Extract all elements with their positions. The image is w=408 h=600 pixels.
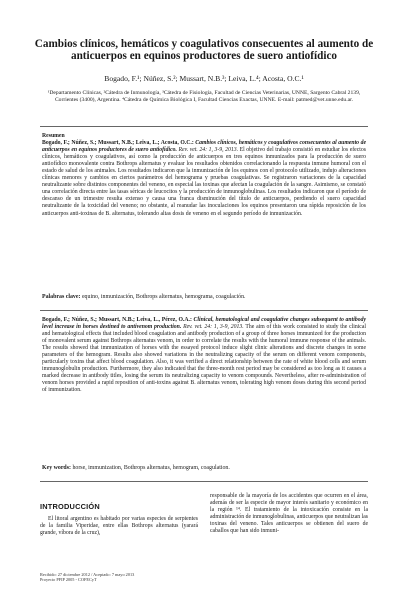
abstract-keywords-text: horse, immunization, Bothrops alternatus, hemogram, coagulation. — [72, 465, 230, 471]
resumen-body: El objetivo del trabajo consistió en estudiar los efectos clínicos, hemáticos y coagulativos, así como la producción de anticuerpos en tres equinos inmunizados para la producción de suero antiofídico monovalente contra Bothrops alternatus y evaluar los resultados obtenidos correlacionando la respuesta inmune humoral con el estado de salud de los animales. Los resultados indicaron que la inmunización de los equinos con el protocolo utilizado, indujo alteraciones clínicas menores y cambios en ciertos parámetros del hemograma y pruebas coagulativas. Se registraron variaciones de la capacidad neutralizante sobre distintos componentes del veneno, en especial las toxinas que afectan la coagulación de la sangre. Asimismo, se constató una correlación directa entre las tasas séricas de leucocitos y la producción de inmunoglobulinas. Los resultados indicaron que el período de descanso de un trimestre resulta extenso y causa una franca disminución del título de anticuerpos, perdiendo el suero capacidad neutralizante de la toxicidad del veneno; no obstante, al reanudar las inoculaciones los equinos presentaron una rápida reposición de los anticuerpos anti-toxinas de B. alternatus, tolerando altas dosis de veneno en el segundo período de inmunización. — [42, 147, 366, 217]
abstract-keywords-label: Key words: — [42, 465, 71, 471]
bottom-rule — [40, 481, 368, 482]
resumen-block — [42, 133, 366, 218]
intro-right-text: responsable de la mayoría de los accidentes que ocurren en el área, además de ser la especie de mayor interés sanitario y económico en la región ¹⁴. El tratamiento de la intoxicación consiste en la administración de inmunoglobulinas, anticuerpos que neutralizan las toxinas del veneno. Tales anticuerpos se obtienen del suero de caballos que han sido inmuni- — [210, 493, 368, 535]
author-list: Bogado, F.¹; Núñez, S.²; Mussart, N.B.³; Leiva, L.⁴; Acosta, O.C.¹ — [104, 74, 304, 83]
middle-rule — [40, 310, 368, 311]
resumen-cite-title: Cambios clínicos, hemáticos y coagulativos consecuentes al aumento de anticuerpos en equinos productores de suero antiofídico. — [42, 140, 366, 154]
resumen-keywords-text: equino, inmunización, Bothrops alternatus, hemograma, coagulación. — [81, 294, 246, 300]
affiliations: ¹Departamento Clínicas, ²Cátedra de Inmunología, ³Cátedra de Fisiología, Facultad de Ciencias Veterinarias, UNNE, Sargento Cabral 2139, Corrientes (3400), Argentina. ⁴Cátedra de Química Biológica I, Facultad Ciencias Exactas, UNNE. E-mail: patmed@vet.unne.edu.ar. — [47, 90, 361, 103]
footnotes — [40, 572, 134, 583]
project-note: Proyecto PFIP 2005 - COFECyT — [40, 577, 97, 583]
abstract-cite-title: Clinical, hematological and coagulative changes subsequent to antibody level increase in horses destined to antivenom production. — [42, 317, 366, 331]
received-date: Recibido: 27 diciembre 2012 / Aceptado: 7 mayo 2013 — [40, 572, 135, 577]
intro-right-column — [210, 493, 368, 535]
resumen-cite-authors: Bogado, F.; Núñez, S.; Mussart, N.B.; Leiva, L.; Acosta, O.C.: — [42, 140, 194, 147]
intro-left-text: El litoral argentino es habitado por varias especies de serpientes de la familia Viperidae, entre ellas Bothrops alternatus (yarará grande, víbora de la cruz), — [40, 516, 198, 537]
abstract-block — [42, 317, 366, 395]
intro-left-column — [40, 516, 198, 537]
resumen-cite-journal: Rev. vet. 24: 1, 3-9, 2013. — [178, 147, 239, 154]
paper-title: Cambios clínicos, hemáticos y coagulativos consecuentes al aumento de anticuerpos en equinos productores de suero antiofídico — [34, 38, 374, 63]
abstract-keywords — [42, 465, 366, 472]
abstract-text — [42, 317, 366, 395]
resumen-text — [42, 140, 366, 218]
abstract-body: The aim of this work consisted to study the clinical and hematological effects that included blood coagulation and antibody production of a group of three horses immunized for the production of monovalent serum against Bothrops alternatus venom, in order to correlate the results with the humoral immune response of the animals. The results showed that immunization of horses with the essayed protocol induce slight clinic alterations and discrete changes in some parameters of the hemogram. Results also showed variations in the neutralizing capacity of the serum on different venom components, particularly toxins that affect blood coagulation. Also, it was verified a direct relationship between the rate of white blood cells and serum immunoglobulin production. Furthermore, they also indicated that the three-month rest period may be considered as too long as it causes a marked decrease in antibody titles, losing the serum its neutralizing capacity to venom compounds. Nevertheless, after re-administration of venom horses provided a rapid reposition of anti-toxins against B. alternatus venom, tolerating high venom doses during this second period of immunization. — [42, 324, 366, 394]
intro-heading: INTRODUCCIÓN — [40, 502, 100, 511]
resumen-heading: Resumen — [42, 133, 65, 139]
abstract-cite-journal: Rev. vet. 24: 1, 3-9, 2013. — [183, 324, 244, 331]
resumen-keywords-label: Palabras clave: — [42, 294, 81, 300]
abstract-cite-authors: Bogado, F.; Núñez, S.; Mussart, N.B.; Leiva, L., Pérez, O.A.: — [42, 317, 192, 323]
top-rule — [40, 126, 368, 127]
resumen-keywords — [42, 294, 366, 301]
